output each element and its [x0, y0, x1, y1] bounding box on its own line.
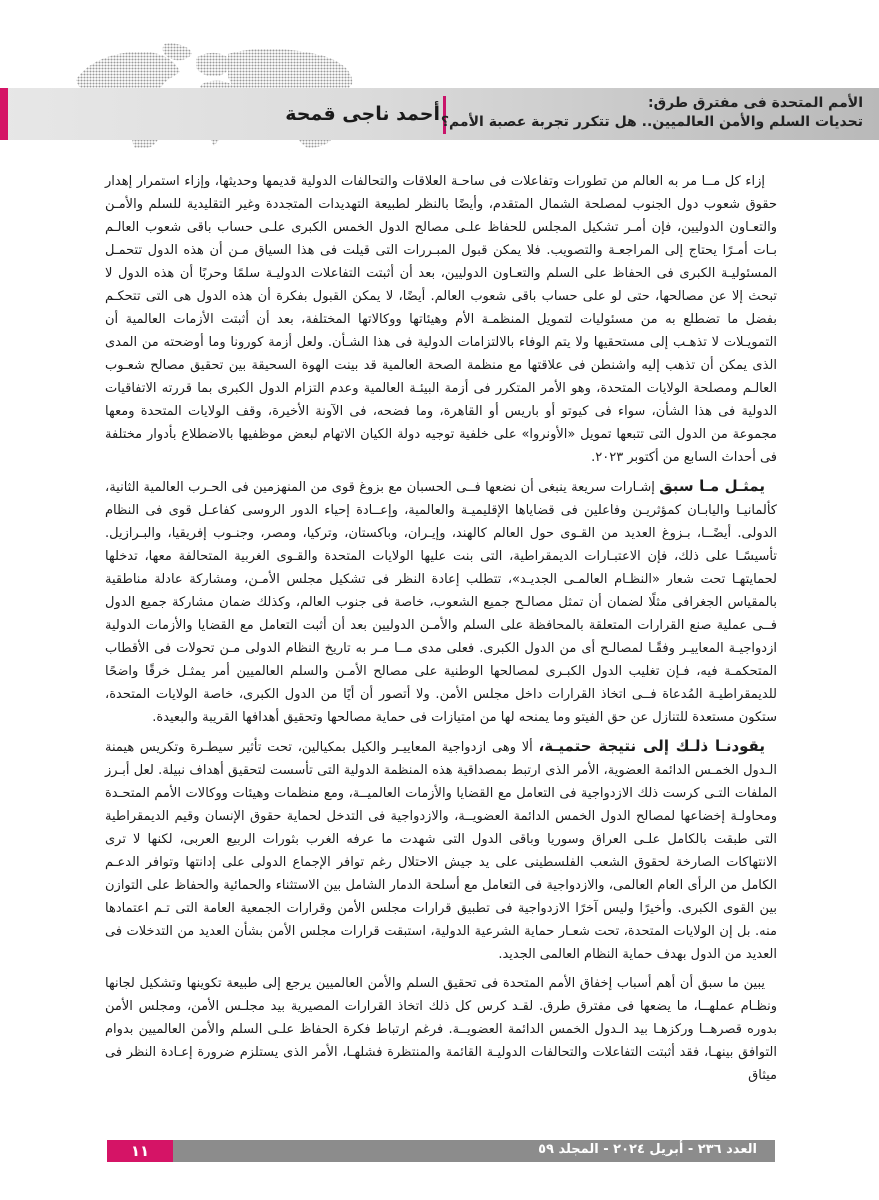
paragraph-3 [105, 735, 777, 966]
paragraph-2 [105, 475, 777, 729]
footer-bar [107, 1140, 775, 1162]
paragraph-3-text: ألا وهى ازدواجية المعاييـر والكيل بمكيالين، تحت تأثير سيطـرة وتكريس هيمنة الـدول الخمـس الدائمة العضوية، الأمر الذى ارتبط بمصداقية هذه المنظمة الدولية التى تأسست لتحقيق أهداف نبيلة. لعل أبـرز الملفات التـى كرست ذلك الازدواجية فى التعامل مع القضايا والأزمات العالميــة، ومع منظمات وهيئات ووكالات الأمم المتحـدة ومحاولـة إخضاعها لمصالح الدول الخمس الدائمة العضويــة، والازدواجية فى التدخل لحماية حقوق الإنسان وقيم الديمقراطية التى طبقت بالكامل علـى العراق وسوريا وباقى الدول التى شهدت ما عرفه الغرب بثورات الربيع العربى، لكنها لا ترى الانتهاكات الصارخة لحقوق الشعب الفلسطينى على يد جيش الاحتلال رغم توافر الإجماع الدولى على إدانتها وتوافر الدعـم الكامل من الرأى العام العالمى، والازدواجية فى التعامل مع أسلحة الدمار الشامل بين الاستثناء والحمائية والحفاظ على التوازن بين القوى الكبرى. وأخيرًا وليس آخرًا الازدواجية فى تطبيق قرارات مجلس الأمن وقرارات الجمعية العامة التى تـم اعتمادها منه. بل إن الولايات المتحدة، تحت شعـار حماية الشرعية الدولية، استبقت قرارات مجلس الأمن بشأن العديد من التدخلات فى العديد من الدول بهدف حماية النظام العالمى الجديد. [105, 740, 777, 962]
article-title [440, 94, 863, 132]
article-title-line2: تحديات السلم والأمن العالميين.. هل تتكرر تجربة عصبة الأمم؟ [440, 114, 863, 130]
page-number: ١١ [107, 1140, 173, 1162]
issue-info: العدد ٢٣٦ - أبريل ٢٠٢٤ - المجلد ٥٩ [538, 1142, 757, 1157]
map-europe [196, 53, 230, 77]
author-name: أحمد ناجى قمحة [285, 103, 440, 125]
article-body [105, 170, 777, 1093]
article-title-line1: الأمم المتحدة فى مفترق طرق: [648, 95, 863, 111]
paragraph-3-lead: يقودنـا ذلـك إلى نتيجة حتميـة، [538, 737, 765, 755]
paragraph-2-lead: يمثـل مـا سبق [659, 477, 765, 495]
paragraph-1: إزاء كل مــا مر به العالم من تطورات وتفاعلات فى ساحـة العلاقات والتحالفات الدولية قديمها وحديثها، وإزاء استمرار إهدار حقوق شعوب دول الجنوب لمصلحة الشمال المتقدم، وأيضًا بالنظر لطبيعة التهديدات المتجددة وغير التقليدية للسلم والأمـن والتعـاون الدوليين، فإن أمـر تشكيل المجلس للحفاظ علـى مصالح الدول الخمس الكبرى علـى حساب باقى شعوب العالـم بـات أمـرًا يحتاج إلى المراجعـة والتصويب. فلا يمكن قبول المبـررات التى قيلت فى هذا السياق مـن أن هذه الدول تتحمـل المسئوليـة الكبرى فى الحفاظ على السلم والتعـاون الدوليين، بعد أن أثبتت التفاعلات الدوليـة سلمًا وحربًا أن هذه الدول لا تبحث إلا عن مصالحها، حتى لو على حساب باقى شعوب العالم. أيضًا، لا يمكن القبول بفكرة أن هذه الدول هى التى تتحكـم بفضل ما تضطلع به من مسئوليات لتمويل المنظمـة الأم وهيئاتها ووكالاتها المختلفة، بعد أن أثبتت الأزمات العالمية أن التمويـلات لا تذهـب إلى مستحقيها ولا يتم الوفاء بالالتزامات الدولية فى هذا الشـأن. ولعل أزمة كورونا وما أوضحته من المدى الذى يمكن أن تذهب إليه واشنطن فى علاقتها مع منظمة الصحة العالمية قد بينت الهوة السحيقة بين تحقيق مصالح شعـوب العالـم ومصلحة الولايات المتحدة، وهو الأمر المتكرر فى أزمة البيئـة العالمية وعدم التزام الدول الكبرى بما قررته الاتفاقيات الدولية فى هذا الشأن، سواء فى كيوتو أو باريس أو القاهرة، وما فضحه، فى الآونة الأخيرة، وقف الولايات المتحدة ومعها مجموعة من الدول التى تتبعها تمويل «الأونروا» على خلفية توجيه دولة الكيان الاتهام لبعض موظفيها بالاضطلاع بأدوار مختلفة فى أحداث السابع من أكتوبر ٢٠٢٣. [105, 174, 777, 465]
header-accent-stripe [0, 88, 8, 140]
paragraph-4: يبين ما سبق أن أهم أسباب إخفاق الأمم المتحدة فى تحقيق السلم والأمن العالميين يرجع إلى طبيعة تكوينها وتشكيل لجانها ونظـام عملهــا، ما يضعها فى مفترق طرق. لقـد كرس كل ذلك اتخاذ القرارات المصيرية بيد مجلـس الأمن، ومجلس الأمن بدوره قصرهــا وركزهـا بيد الـدول الخمس الدائمة العضويــة. فرغم ارتباط فكرة الحفاظ علـى السلم والأمن العالميين بدوام التوافق بينهـا، فقد أثبتت التفاعلات والتحالفات الدوليـة القائمة والمنتظرة فشلهـا، الأمر الذى يستلزم ضرورة إعـادة النظر فى ميثاق [105, 976, 777, 1083]
paragraph-2-text: إشـارات سريعة ينبغى أن نضعها فــى الحسبان مع بزوغ قوى من المنهزمين فى الحـرب العالمية الثانية، كألمانيـا واليابـان كمؤثريـن وفاعلين فى قضاياها الإقليميـة والعالمية، وإعــادة إحياء الدور الروسى كفاعـل قوى فى النظام الدولى. أيضًــا، بـزوغ العديد من القـوى حول العالم كالهند، وإيـران، وباكستان، وتركيا، ومصر، وجنـوب إفريقيا، والبـرازيل. تأسيسًـا على ذلك، فإن الاعتبـارات الديمقراطية، التى بنت عليها الولايات المتحدة والقـوى الغربية المتحالفة معها، تدخلها لحمايتهـا تحت شعار «النظـام العالمـى الجديـد»، تتطلب إعادة النظر فى تشكيل مجلس الأمـن، ومشاركة عادلة مناطقية بالمقياس الجغرافى مثلًا لضمان أن تمثل مصالـح جميع الشعوب، خاصة فى جنوب العالم، وكذلك ضمان مشاركة جميع الدول فــى عملية صنع القرارات المتعلقة بالمحافظة على السلم والأمـن الدوليين بعد أن أثبت التعامل مع القضايا والأزمات الدولية ازدواجيـة المعاييـر وفقًـا لمصالـح أى من الدول الكبرى. فعلى مدى مــا مـر به تاريخ النظام الدولى مـن تحولات فى الأقطاب المتحكمـة فيه، فـإن تغليب الدول الكبـرى لمصالحها الوطنية على مصالح الأمـن والسلم العالميين أمر يمثـل خرقًا واضحًا للديمقراطيـة المُدعاة فــى اتخاذ القرارات داخل مجلس الأمن. ولا أتصور أن أيًا من الدول الكبرى، خاصة الولايات المتحدة، ستكون مستعدة للتنازل عن حق الفيتو وما يمنحه لها من امتيازات فى حماية مصالحها وتحقيق أهدافها القريبة والبعيدة. [105, 480, 777, 725]
